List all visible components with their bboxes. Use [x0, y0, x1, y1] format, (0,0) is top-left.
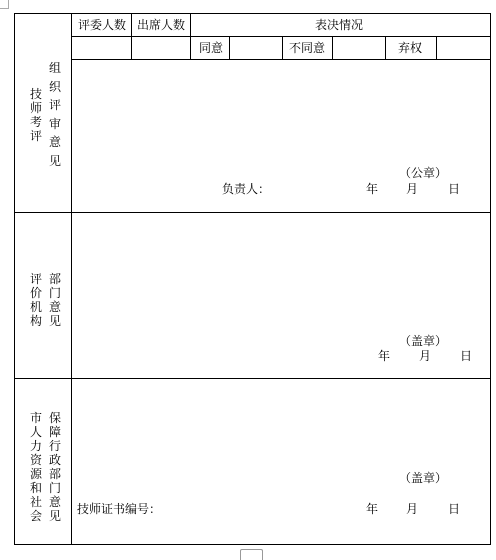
- section3-month-label: 月: [406, 502, 419, 516]
- section3-certificate-label: 技师证书编号：: [77, 502, 162, 516]
- abstain-count-input[interactable]: [437, 37, 490, 59]
- section2-month-label: 月: [419, 349, 432, 363]
- agree-header: 同意: [199, 41, 224, 55]
- section1-responsible-label: 负责人：: [222, 182, 271, 196]
- section1-year-label: 年: [366, 182, 379, 196]
- section3-day-label: 日: [448, 502, 461, 516]
- section2-opinion-area[interactable]: [72, 213, 490, 328]
- attendees-count-header: 出席人数: [137, 18, 186, 32]
- header-col-divider-2: [190, 13, 191, 60]
- section2-year-label: 年: [378, 349, 391, 363]
- certificate-number-input[interactable]: [160, 500, 310, 518]
- section2-label-col2: 部门意见: [48, 272, 61, 328]
- table-border-top: [14, 13, 491, 14]
- section1-day-label: 日: [448, 182, 461, 196]
- section1-month-label: 月: [406, 182, 419, 196]
- section2-label-col1: 评价机构: [29, 272, 42, 328]
- section2-day-label: 日: [460, 349, 473, 363]
- reviewers-count-header: 评委人数: [78, 18, 127, 32]
- reviewers-count-input[interactable]: [72, 37, 131, 59]
- disagree-header: 不同意: [289, 41, 326, 55]
- section3-year-label: 年: [366, 502, 379, 516]
- table-border-right: [490, 13, 491, 545]
- section1-label-col2: 组织评审意见: [48, 61, 61, 168]
- section3-label-col1: 市人力资源和社会: [29, 411, 42, 523]
- section3-seal-label: （盖章）: [399, 471, 448, 485]
- vote-result-header: 表决情况: [315, 18, 364, 32]
- section3-opinion-area[interactable]: [72, 379, 490, 469]
- abstain-header: 弃权: [398, 41, 423, 55]
- table-border-bottom: [14, 544, 491, 545]
- table-border-left: [14, 13, 15, 545]
- crop-mark: [0, 0, 9, 9]
- section1-opinion-area[interactable]: [72, 60, 490, 170]
- section3-label-col2: 保障行政部门意见: [48, 411, 61, 523]
- vote-col-divider-2: [282, 36, 283, 60]
- disagree-count-input[interactable]: [333, 37, 385, 59]
- section1-seal-label: （公章）: [399, 166, 448, 180]
- attendees-count-input[interactable]: [132, 37, 190, 59]
- agree-count-input[interactable]: [230, 37, 282, 59]
- section2-seal-label: （盖章）: [399, 334, 448, 348]
- section1-label-col1: 技师考评: [29, 87, 42, 143]
- vote-col-divider-4: [385, 36, 386, 60]
